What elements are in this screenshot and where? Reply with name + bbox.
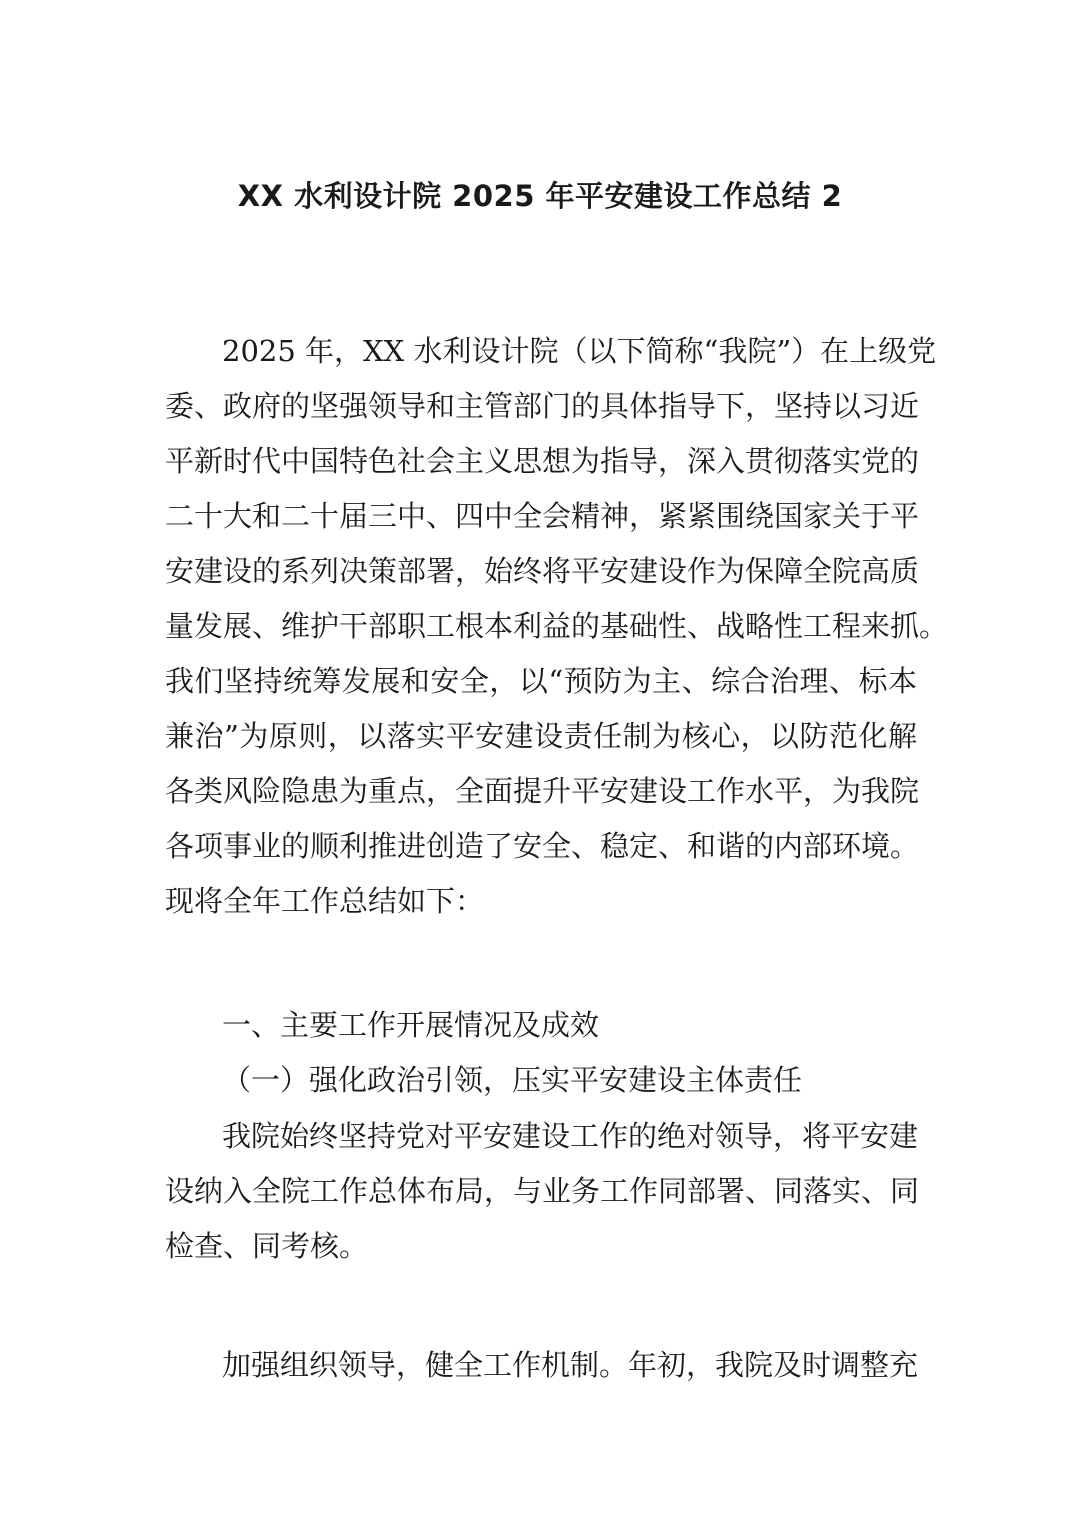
subsection-heading: （一）强化政治引领，压实平安建设主体责任 (222, 1063, 803, 1097)
paragraph-line: 二十大和二十届三中、四中全会精神，紧紧围绕国家关于平 (165, 499, 920, 533)
paragraph-line: 我们坚持统筹发展和安全，以“预防为主、综合治理、标本 (165, 664, 917, 698)
document-title: XX 水利设计院 2025 年平安建设工作总结 2 (237, 179, 843, 213)
paragraph-line: 检查、同考核。 (165, 1229, 369, 1263)
paragraph-line: 设纳入全院工作总体布局，与业务工作同部署、同落实、同 (165, 1174, 920, 1208)
paragraph-line: 安建设的系列决策部署，始终将平安建设作为保障全院高质 (165, 554, 920, 588)
paragraph-line: 兼治”为原则，以落实平安建设责任制为核心，以防范化解 (165, 719, 917, 753)
paragraph-line: 量发展、维护干部职工根本利益的基础性、战略性工程来抓。 (165, 609, 949, 643)
paragraph-line: 平新时代中国特色社会主义思想为指导，深入贯彻落实党的 (165, 444, 920, 478)
paragraph-line: 现将全年工作总结如下： (165, 884, 485, 918)
paragraph-line: 我院始终坚持党对平安建设工作的绝对领导，将平安建 (222, 1119, 919, 1153)
section-heading: 一、主要工作开展情况及成效 (222, 1008, 600, 1042)
paragraph-line: 委、政府的坚强领导和主管部门的具体指导下，坚持以习近 (165, 389, 920, 423)
paragraph-line: 加强组织领导，健全工作机制。年初，我院及时调整充 (222, 1348, 919, 1382)
paragraph-line: 各类风险隐患为重点，全面提升平安建设工作水平，为我院 (165, 774, 920, 808)
paragraph-line: 各项事业的顺利推进创造了安全、稳定、和谐的内部环境。 (165, 829, 920, 863)
paragraph-line: 2025 年，XX 水利设计院（以下简称“我院”）在上级党 (222, 334, 937, 368)
